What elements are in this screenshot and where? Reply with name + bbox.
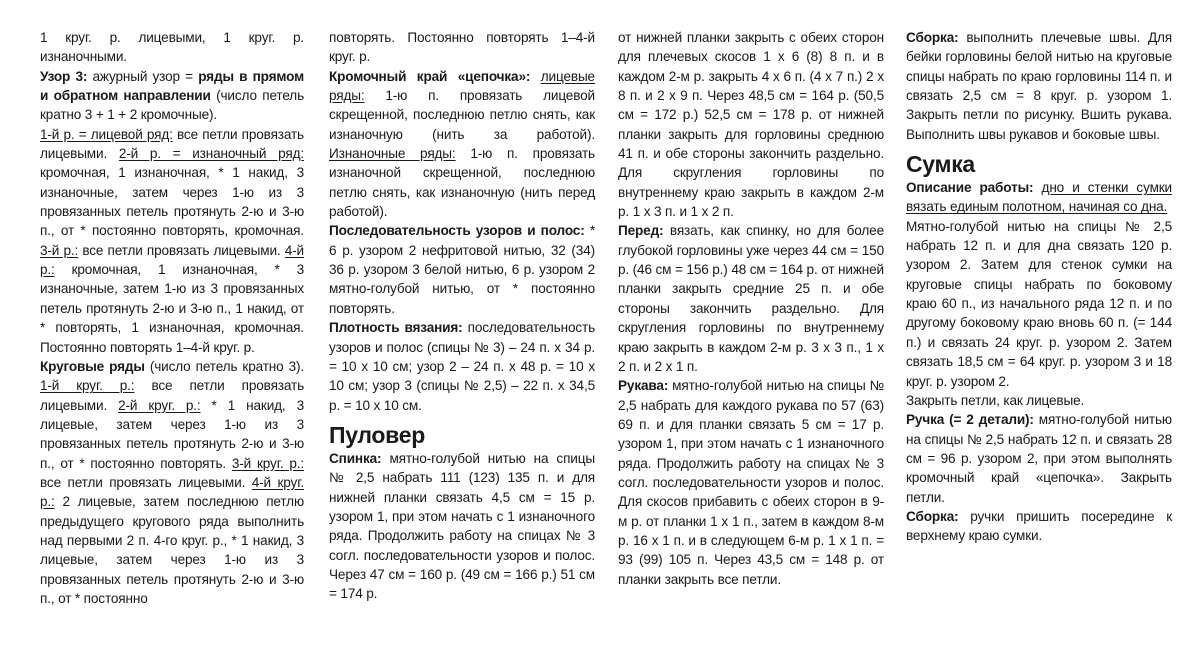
paragraph-circular-rows — [40, 357, 304, 608]
underlined-note: дно и стенки сумки вязать единым полотном, начиная со дна. — [906, 180, 1173, 215]
paragraph-intro — [40, 28, 304, 67]
paragraph-continued — [329, 28, 595, 67]
row-label: 2-й круг. р.: — [118, 397, 201, 413]
row-label: 4-й р.: — [40, 242, 304, 278]
term-chain-edge: Кромочный край «цепочка»: — [329, 68, 531, 84]
text: мятно-голубой нитью на спицы № 2,5 набрать 111 (123) 135 п. и для нижней планки связать 4,5 см = 15 р. узором 1, при этом начать с 1 изнаночного ряда. Продолжить работу на спицах № 3 согл. последовательности узоров и полос. Через 47 см = 160 р. (49 см = 166 р.) 51 см = 174 р. — [329, 450, 595, 602]
text: все петли провязать лицевыми. — [40, 378, 304, 413]
paragraph-work-description — [906, 178, 1172, 217]
text: (число петель кратно 3). — [144, 358, 304, 374]
row-label: 2-й р. = изнаночный ряд: — [118, 146, 304, 162]
term-assembly: Сборка: — [906, 508, 959, 524]
term-assembly: Сборка: — [906, 30, 959, 45]
paragraph-chain-edge — [329, 67, 595, 222]
section-heading-bag: Сумка — [906, 151, 975, 178]
row-label: 3-й р.: — [40, 242, 79, 258]
term-back: Спинка: — [329, 450, 382, 466]
term-handle: Ручка (= 2 детали): — [906, 412, 1034, 428]
paragraph-pattern-3-rows — [40, 125, 304, 357]
text: 1-ю п. провязать лицевой скрещенной, последнюю петлю снять, как изнаночную (нить за работой). — [329, 88, 595, 142]
text: Закрыть петли, как лицевые. — [906, 392, 1085, 408]
text: вязать, как спинку, но для более глубокой горловины уже через 44 см = 150 р. (46 см = 156 р.) 48 см = 164 р. от нижней планки закрыть средние 25 п. и обе стороны закончить раздельно. Для скругления горловины по внутреннему краю закрыть в каждом 2-м р. 3 х 3 п., 1 х 2 п. и 2 х 1 п. — [618, 223, 884, 374]
row-label: Изнаночные ряды: — [329, 146, 456, 162]
term-front: Перед: — [618, 223, 664, 239]
column-1 — [40, 28, 304, 608]
text: * 1 накид, 3 лицевые, затем через 1-ю из 3 провязанных петель протянуть 2-ю и 3-ю п., от * постоянно повторять. — [40, 397, 304, 471]
text: кромочная, 1 изнаночная, * 3 изнаночные, затем 1-ю из 3 провязанных петель протянуть 2-ю и 3-ю п., 1 накид, от * повторять, 1 изнаночная, кромочная. Постоянно повторять 1–4-й круг. р. — [40, 262, 304, 355]
text: кромочная, 1 изнаночная, * 1 накид, 3 изнаночные, затем через 1-ю из 3 провязанных петель протянуть 2-ю и 3-ю п., от * постоянно повторять, кромочная. — [40, 165, 304, 239]
paragraph-sleeves — [618, 376, 884, 589]
term-gauge: Плотность вязания: — [329, 320, 463, 336]
paragraph-bag-body — [906, 217, 1172, 391]
section-heading-pullover: Пуловер — [329, 421, 425, 448]
text: все петли провязать лицевыми. — [40, 474, 252, 490]
text: Мятно-голубой нитью на спицы № 2,5 набрать 12 п. и для дна связать 120 р. узором 2. Затем для стенок сумки на круговые спицы набрать по боковому краю 60 п., из начального ряда 12 п. и по другому боковому краю вновь 60 п. (= 144 п.) и связать 24 круг. р. узором 2. Затем связать 18,5 см = 64 круг. р. узором 3 и 18 круг. р. узором 2. — [906, 218, 1172, 389]
row-label: 4-й круг. р.: — [40, 474, 304, 510]
paragraph-front — [618, 221, 884, 376]
text — [530, 69, 541, 84]
text: последовательность узоров и полос (спицы № 3) – 24 п. х 34 р. = 10 х 10 см; узор 2 – 24 п. х 48 р. = 10 х 10 см; узор 3 (спицы № 2,5) – 22 п. х 34,5 р. = 10 х 10 см. — [329, 320, 596, 413]
text: 1-ю п. провязать изнаночной скрещенной, последнюю петлю снять, как изнаночную (нить перед работой). — [329, 146, 595, 220]
term-rows: ряды в прямом и обратном направлении — [40, 68, 304, 104]
text: ажурный узор = — [87, 68, 199, 84]
text: все петли провязать лицевыми. — [40, 126, 304, 162]
paragraph-back-continued — [618, 28, 884, 221]
text — [1033, 180, 1041, 195]
column-4 — [906, 28, 1172, 546]
paragraph-back — [329, 449, 595, 604]
text: выполнить плечевые швы. Для бейки горловины белой нитью на круговые спицы набрать по краю горловины 114 п. и связать 2,5 см = 8 круг. р. узором 1. Закрыть петли по рисунку. Вшить рукава. Выполнить швы рукавов и боковые швы. — [906, 30, 1172, 142]
text: повторять. Постоянно повторять 1–4-й круг. р. — [329, 30, 595, 65]
column-3 — [618, 28, 884, 589]
term-sleeves: Рукава: — [618, 378, 669, 394]
text: все петли провязать лицевыми. — [78, 242, 285, 258]
text: (число петель кратно 3 + 1 + 2 кромочные). — [40, 88, 305, 123]
text: мятно-голубой нитью на спицы № 2,5 набрать 12 п. и связать 28 см = 96 р. узором 2, при этом выполнять кромочный край «цепочка». Закрыть петли. — [906, 412, 1172, 505]
paragraph-assembly — [906, 28, 1172, 144]
paragraph-bind-off — [906, 391, 1172, 410]
paragraph-pattern-3 — [40, 67, 304, 125]
row-label: 1-й р. = лицевой ряд: — [40, 126, 173, 142]
term-circular-rows: Круговые ряды — [40, 358, 145, 374]
paragraph-gauge — [329, 318, 595, 415]
column-2 — [329, 28, 595, 604]
term-sequence: Последовательность узоров и полос: — [329, 223, 585, 239]
text: ручки пришить посередине к верхнему краю сумки. — [906, 508, 1172, 544]
paragraph-sequence — [329, 221, 595, 318]
row-label: 3-й круг. р.: — [231, 455, 304, 471]
text: * 6 р. узором 2 нефритовой нитью, 32 (34) 36 р. узором 3 белой нитью, 6 р. узором 2 мятно-голубой нитью, от * постоянно повторять. — [329, 223, 595, 316]
paragraph-bag-assembly — [906, 507, 1172, 546]
text: мятно-голубой нитью на спицы № 2,5 набрать для каждого рукава по 57 (63) 69 п. и для планки связать 5 см = 17 р. узором 1, при этом начать с 1 изнаночного ряда. Продолжить работу на спицах № 3 согл. последовательности узоров и полос. Для скосов прибавить с обеих сторон в 9-м р. от планки 1 х 1 п., затем в каждом 8-м р. 16 х 1 п. и в следующем 6-м р. 1 х 1 п. = 93 (99) 105 п. Через 43,5 см = 148 р. от планки закрыть все петли. — [618, 378, 884, 587]
row-label: лицевые ряды: — [329, 68, 595, 104]
paragraph-handle — [906, 410, 1172, 507]
text: 1 круг. р. лицевыми, 1 круг. р. изнаночными. — [40, 30, 304, 65]
row-label: 1-й круг. р.: — [40, 378, 135, 394]
text: 2 лицевые, затем последнюю петлю предыдущего кругового ряда выполнить над первыми 2 п. 4-го круг. р., * 1 накид, 3 лицевые, затем через 1-ю из 3 провязанных петель протянуть 2-ю и 3-ю п., от * постоянно — [40, 494, 304, 606]
term-pattern-3: Узор 3: — [40, 68, 88, 84]
term-work-description: Описание работы: — [906, 180, 1034, 196]
text: от нижней планки закрыть с обеих сторон для плечевых скосов 1 х 6 (8) 8 п. и в каждом 2-м р. закрыть 4 х 6 п. (4 х 7 п.) 2 х 8 п. и 2 х 9 п. Через 48,5 см = 164 р. (50,5 см = 172 р.) 52,5 см = 178 р. от нижней планки закрыть для горловины среднюю 41 п. и обе стороны закончить раздельно. Для скругления горловины по внутреннему краю закрыть в каждом 2-м р. 1 х 3 п. и 1 х 2 п. — [618, 30, 884, 220]
